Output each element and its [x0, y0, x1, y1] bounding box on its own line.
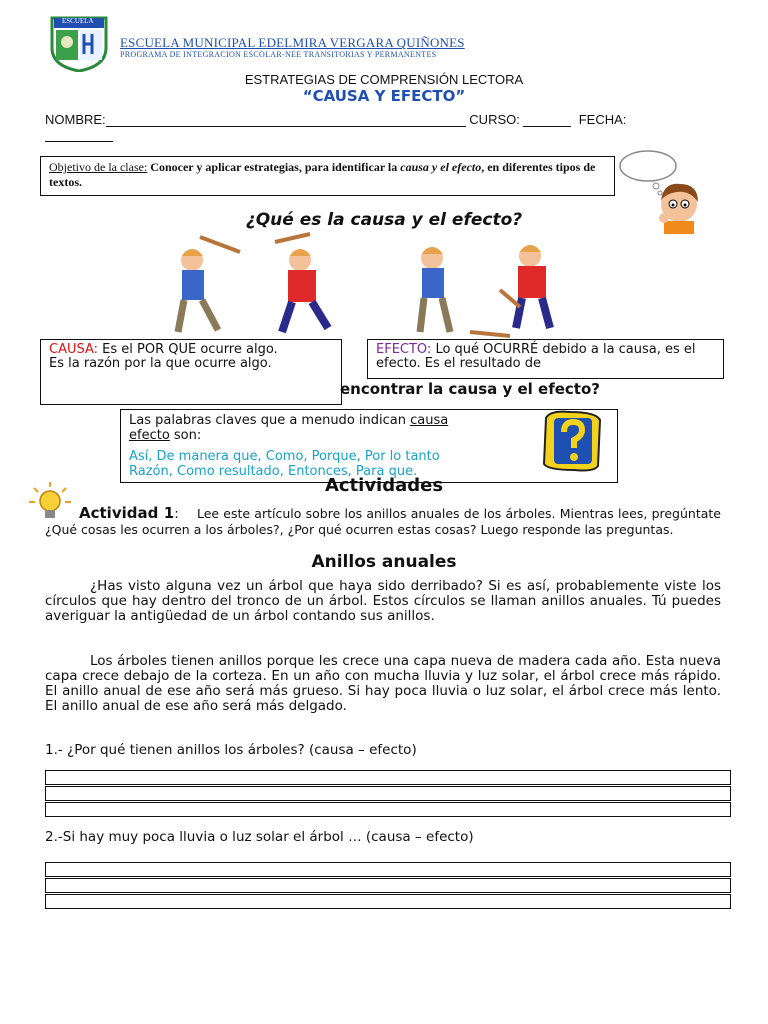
activities-title: Actividades — [324, 475, 444, 496]
logo-text: ESCUELA — [62, 17, 94, 25]
student-fields — [45, 112, 626, 142]
efecto-label: EFECTO: — [376, 342, 432, 357]
objective-text-b: , en diferentes tipos de textos. — [49, 160, 596, 189]
article-title: Anillos anuales — [311, 552, 457, 572]
keywords-intro: Las palabras claves que a menudo indican — [129, 413, 411, 428]
school-logo-icon — [48, 14, 110, 72]
objective-text-a: Conocer y aplicar estrategias, para identificar la — [147, 160, 401, 174]
keywords-intro-end: son: — [169, 428, 202, 443]
page-subtitle: “CAUSA Y EFECTO” — [302, 87, 466, 105]
course-label: CURSO: — [469, 112, 520, 127]
course-field[interactable] — [523, 114, 571, 127]
activity-1-label: Actividad 1 — [79, 504, 175, 522]
efecto-box — [367, 339, 724, 379]
efecto-text: Lo qué OCURRÉ debido a la causa, es el efecto. Es el resultado de — [376, 342, 696, 371]
kids-illustration — [170, 232, 610, 342]
causa-text-2: Es la razón por la que ocurre algo. — [49, 356, 272, 371]
keywords-list-1: Así, De manera que, Como, Porque, Por lo tanto — [129, 449, 440, 464]
school-name: ESCUELA MUNICIPAL EDELMIRA VERGARA QUIÑONES — [120, 35, 465, 50]
find-heading: encontrar la causa y el efecto? — [340, 380, 600, 398]
answer-1-line-3[interactable] — [45, 802, 731, 817]
page-title: ESTRATEGIAS DE COMPRENSIÓN LECTORA — [244, 72, 524, 87]
article-paragraph-2: Los árboles tienen anillos porque les crece una capa nueva de madera cada año. Esta nueva capa crece debajo de la corteza. En un año con mucha lluvia y luz solar, el árbol crece más rápido. El anillo anual de ese año será más grueso. Si hay poca lluvia o luz solar, el árbol crece más lento. El anillo anual de ese año será más delgado. — [45, 653, 721, 714]
date-label: FECHA: — [578, 112, 627, 127]
date-field[interactable] — [45, 127, 113, 142]
keyword-causa: causa — [410, 413, 449, 428]
causa-text: Es el POR QUE ocurre algo. — [98, 342, 278, 357]
activity-1-text: Lee este artículo sobre los anillos anuales de los árboles. Mientras lees, pregúntate ¿Qué cosas les ocurren a los árboles?, ¿Por qué ocurren estas cosas? Luego responde las preguntas. — [45, 506, 721, 537]
activity-1-colon: : — [174, 506, 179, 522]
objective-emphasis: causa y el efecto — [400, 160, 482, 174]
program-name: PROGRAMA DE INTEGRACION ESCOLAR-NEE TRANSITORIAS Y PERMANENTES — [120, 50, 437, 59]
question-2: 2.-Si hay muy poca lluvia o luz solar el árbol … (causa – efecto) — [45, 829, 474, 845]
causa-box — [40, 339, 342, 405]
section-question-heading: ¿Qué es la causa y el efecto? — [245, 210, 523, 230]
answer-2-line-1[interactable] — [45, 862, 731, 877]
objective-label: Objetivo de la clase: — [49, 160, 148, 174]
name-label: NOMBRE: — [45, 112, 106, 127]
answer-1-line-1[interactable] — [45, 770, 731, 785]
answer-1-line-2[interactable] — [45, 786, 731, 801]
article-paragraph-1: ¿Has visto alguna vez un árbol que haya sido derribado? Si es así, probablemente viste los círculos que hay dentro del tronco de un árbol. Estos círculos se llaman anillos anuales. Tú puedes averiguar la antigüedad de un árbol contando sus anillos. — [45, 578, 721, 624]
objective-box — [40, 156, 615, 196]
question-mark-icon — [540, 408, 604, 474]
activity-1 — [45, 506, 721, 538]
answer-2-line-2[interactable] — [45, 878, 731, 893]
answer-2-line-3[interactable] — [45, 894, 731, 909]
causa-label: CAUSA: — [49, 342, 99, 357]
keyword-efecto: efecto — [129, 428, 170, 443]
name-field[interactable] — [106, 114, 466, 127]
keywords-list-2: Razón, Como resultado, Entonces, Para que. — [129, 464, 418, 479]
question-1: 1.- ¿Por qué tienen anillos los árboles? (causa – efecto) — [45, 742, 417, 758]
